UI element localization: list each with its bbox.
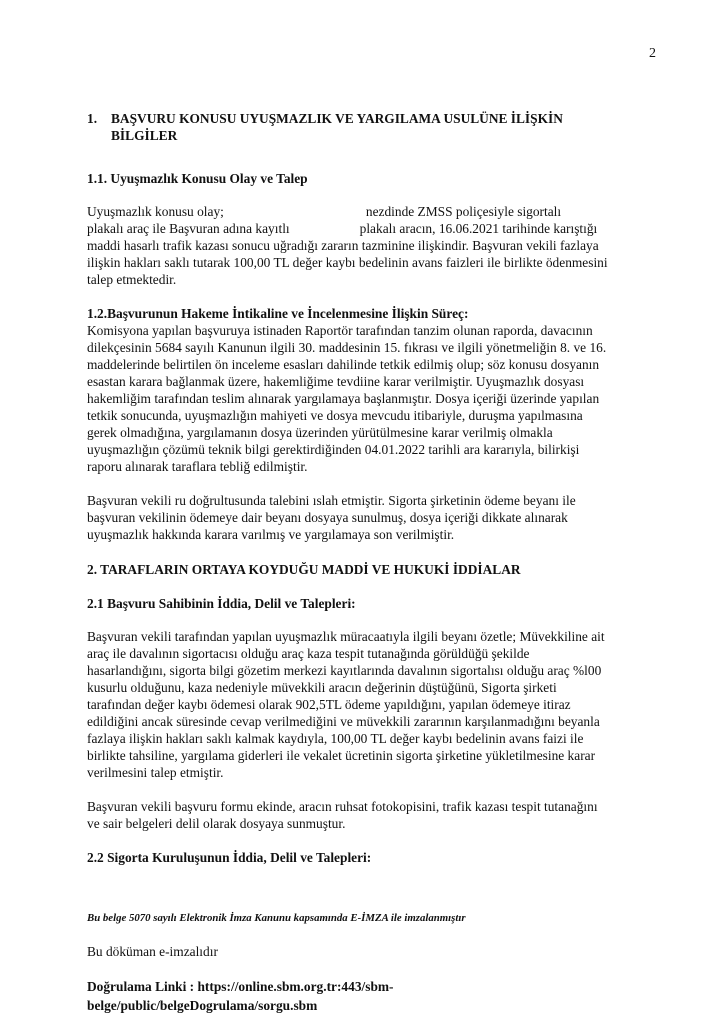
text-line bbox=[87, 220, 657, 237]
text-line: esastan karara bağlanmak üzere, hakemliğime tevdiine karar verilmiştir. Uyuşmazlık dosyası bbox=[87, 374, 585, 389]
text-line: uyuşmazlığın çözümü teknik bilgi gerektirdiğinden 04.01.2022 tarihli ara kararıyla, bilirkişi bbox=[87, 442, 580, 457]
text-line: uyuşmazlık hakkında karara varılmış ve yargılamaya son verilmiştir. bbox=[87, 527, 455, 542]
subsection-1-1-heading: 1.1. Uyuşmazlık Konusu Olay ve Talep bbox=[87, 171, 308, 186]
verification-link[interactable] bbox=[87, 977, 657, 1015]
verification-link-line[interactable]: Doğrulama Linki : https://online.sbm.org.tr:443/sbm- bbox=[87, 979, 394, 994]
text-line: tarafından değer kaybı ödemesi olarak 902,5TL ödeme yapıldığını, yapılan ödemeye itiraz bbox=[87, 697, 571, 712]
text-line: dilekçesinin 5684 sayılı Kanunun ilgili 30. maddesinin 15. fıkrası ve ilgili yönetmeliğin 8. ve 16. bbox=[87, 340, 607, 355]
section-1-number: 1. bbox=[87, 111, 98, 126]
text-line: Başvuran vekili tarafından yapılan uyuşmazlık müracaatıyla ilgili beyanı özetle; Müvekkiline ait bbox=[87, 629, 605, 644]
text-line: edildiğini ancak süresinde cevap verilmediğini ve müvekkili zararının karşılanmadığını beyanla bbox=[87, 714, 600, 729]
text-line: Başvuran vekili ru doğrultusunda talebini ıslah etmiştir. Sigorta şirketinin ödeme beyanı ile bbox=[87, 493, 576, 508]
verification-link-line[interactable]: belge/public/belgeDogrulama/sorgu.sbm bbox=[87, 998, 318, 1013]
document-body bbox=[87, 110, 657, 882]
text-line: tetkik sonucunda, uyuşmazlığın mahiyeti ve dosya mevcudu itibariyle, duruşma yapılmasına bbox=[87, 408, 583, 423]
text-line: raporu alınarak taraflara tebliğ edilmiştir. bbox=[87, 459, 308, 474]
text-line: birlikte tahsiline, yargılama giderleri ile vekalet ücretinin sigorta şirketine yükletilmesine karar bbox=[87, 748, 596, 763]
page-number: 2 bbox=[649, 46, 656, 61]
esign-statement: Bu döküman e-imzalıdır bbox=[87, 944, 218, 959]
text-line: talep etmektedir. bbox=[87, 272, 177, 287]
text-line: araç ile davalının sigortacısı olduğu araç kaza tespit tutanağında görüldüğü şekilde bbox=[87, 646, 530, 661]
text-line: ve sair belgeleri delil olarak dosyaya sunmuştur. bbox=[87, 816, 346, 831]
subsection-2-1-paragraph-2 bbox=[87, 798, 657, 832]
subsection-2-1-paragraph-1 bbox=[87, 628, 657, 781]
section-1-title-line: BAŞVURU KONUSU UYUŞMAZLIK VE YARGILAMA USULÜNE İLİŞKİN bbox=[111, 111, 563, 126]
text-line: maddi hasarlı trafik kazası sonucu uğradığı zararın tazminine ilişkindir. Başvuran vekili fazlaya bbox=[87, 238, 599, 253]
esign-notice: Bu belge 5070 sayılı Elektronik İmza Kanunu kapsamında E-İMZA ile imzalanmıştır bbox=[87, 912, 466, 924]
text-line: fazlaya ilişkin hakları saklı kalmak kaydıyla, 100,00 TL değer kaybı bedelinin avans faizi ile bbox=[87, 731, 584, 746]
subsection-1-2-paragraph-2 bbox=[87, 492, 657, 543]
text-line: Komisyona yapılan başvuruya istinaden Raportör tarafından tanzim olunan raporda, davacının bbox=[87, 323, 593, 338]
text-fragment: plakalı aracın, 16.06.2021 tarihinde karıştığı bbox=[359, 221, 598, 236]
subsection-1-2-heading: 1.2.Başvurunun Hakeme İntikaline ve İncelenmesine İlişkin Süreç: bbox=[87, 306, 469, 321]
text-line: verilmesini talep etmiştir. bbox=[87, 765, 224, 780]
text-line: hasarlandığını, sigorta bilgi gözetim merkezi kayıtlarında davalının sigortalısı olduğu araç %l00 bbox=[87, 663, 602, 678]
section-1-heading bbox=[87, 110, 657, 144]
text-line: kusurlu olduğunu, kaza nedeniyle müvekkili aracın değerinin düştüğünü, Sigorta şirketi bbox=[87, 680, 557, 695]
text-line: maddelerinde belirtilen ön inceleme esasları dahilinde tetkik edilmiş olup; söz konusu dosyanın bbox=[87, 357, 600, 372]
section-1-title-line: BİLGİLER bbox=[111, 128, 178, 143]
text-line: gerek olmadığına, yargılamanın dosya üzerinden yürütülmesine karar verilmiş olmakla bbox=[87, 425, 553, 440]
text-line: Başvuran vekili başvuru formu ekinde, aracın ruhsat fotokopisini, trafik kazası tespit tutanağını bbox=[87, 799, 598, 814]
text-line: ilişkin hakları saklı tutarak 100,00 TL değer kaybı bedelinin avans faizleri ile birlikte ödenmesini bbox=[87, 255, 608, 270]
subsection-1-2-paragraph-1 bbox=[87, 322, 657, 475]
text-line bbox=[87, 203, 657, 220]
text-fragment: Uyuşmazlık konusu olay; bbox=[87, 204, 224, 219]
text-line: hakemliğim tarafından teslim alınarak yargılamaya başlanmıştır. Dosya içeriği üzerinde yapılan bbox=[87, 391, 600, 406]
text-fragment: plakalı araç ile Başvuran adına kayıtlı bbox=[87, 221, 290, 236]
text-fragment: nezdinde ZMSS poliçesiyle sigortalı bbox=[365, 204, 562, 219]
subsection-2-2-heading: 2.2 Sigorta Kuruluşunun İddia, Delil ve Talepleri: bbox=[87, 850, 372, 865]
subsection-1-1-paragraph bbox=[87, 203, 657, 288]
subsection-2-1-heading: 2.1 Başvuru Sahibinin İddia, Delil ve Talepleri: bbox=[87, 596, 356, 611]
text-line: başvuran vekilinin ödemeye dair beyanı dosyaya sunulmuş, dosya içeriği dikkate alınarak bbox=[87, 510, 568, 525]
section-2-heading: 2. TARAFLARIN ORTAYA KOYDUĞU MADDİ VE HUKUKİ İDDİALAR bbox=[87, 562, 521, 577]
